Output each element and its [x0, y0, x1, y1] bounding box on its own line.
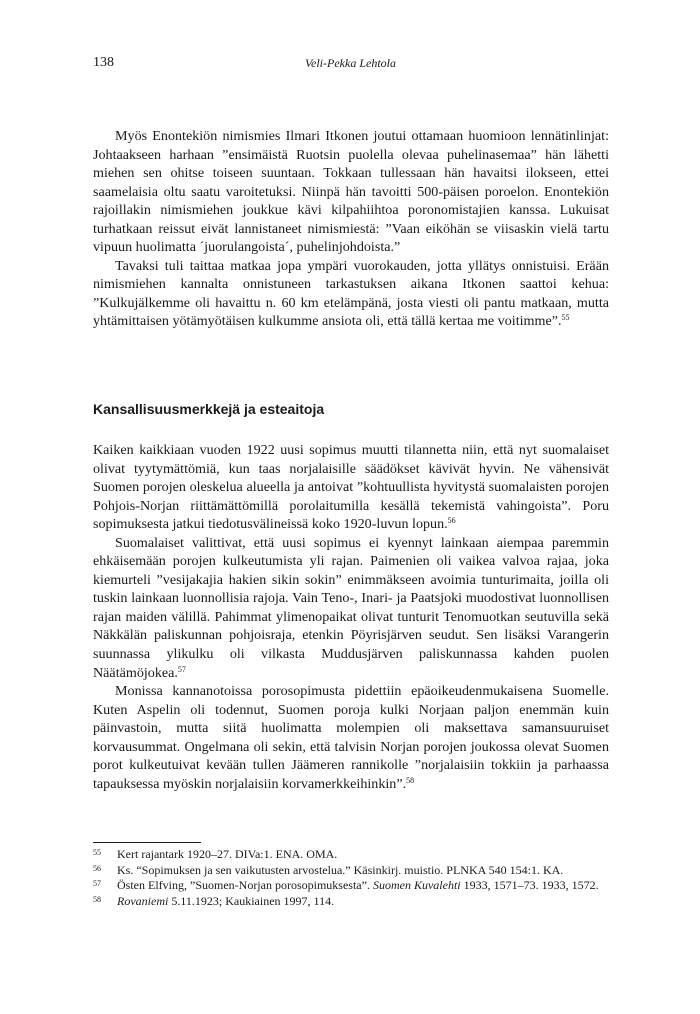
footnote-divider — [93, 842, 201, 843]
paragraph-text: Suomalaiset valittivat, että uusi sopimus ei kyennyt lainkaan aiempaa paremmin ehkäisemään porojen kulkeutumista yli rajan. Paimenien oli vaikea valvoa rajaa, joka kiemurteli ”vesijakajia hakien sikin sokin” enimmäkseen avoimia tunturimaita, joilla oli tuskin lainkaan luonnollisia rajoja. Vain Teno-, Inari- ja Paatsjoki muodostivat luonnollisen rajan maiden välillä. Pahimmat ylimenopaikat olivat tunturit Tenomuotkan seutuvilla sekä Näkkälän paliskunnan pohjoisraja, etenkin Pöyrisjärven seudut. Sen lisäksi Varangerin suunnassa ylikulku oli vilkasta Muddusjärven paliskunnassa kahden puolen Näätämöjokea. — [93, 534, 609, 681]
footnote-57 — [93, 878, 609, 894]
footnote-ref-56: 56 — [447, 516, 456, 526]
footnote-publication-title: Suomen Kuvalehti — [372, 878, 461, 892]
footnote-number: 55 — [93, 848, 101, 857]
page-header — [93, 55, 608, 75]
footnote-publication-title: Rovaniemi — [117, 893, 169, 908]
footnote-text — [117, 894, 334, 908]
paragraph-itkonen-telegraph: Myös Enontekiön nimismies Ilmari Itkonen joutui ottamaan huomioon lennätinlinjat: Johtaakseen harhaan ”ensimäistä Ruotsin puolella olevaa puhelinasemaa” hän lähetti miehen sen ohitse toiseen suuntaan. Tokkaan tullessaan hän havaitsi ilokseen, ettei saamelaisia oltu saatu varoitetuksi. Niinpä hän tavoitti 500-päisen poroelon. Enontekiön rajoillakin nimismiehen joukkue kävi kilpahiihtoa poronomistajien kanssa. Lukuisat turhatkaan reissut eivät lannistaneet nimismiestä: ”Vaan eiköhän se viisaskin vielä tartu vipuun huolimatta ´juorulangoista´, puhelinjohdoista.” — [93, 128, 609, 256]
footnote-text-post: 5.11.1923; Kaukiainen 1997, 114. — [168, 893, 335, 908]
footnote-text — [117, 878, 599, 892]
footnote-ref-58: 58 — [406, 775, 415, 785]
footnote-text-pre: Östen Elfving, ”Suomen-Norjan porosopimuksesta”. — [117, 878, 373, 892]
section-heading: Kansallisuusmerkkejä ja esteaitoja — [93, 401, 325, 417]
footnote-number: 57 — [93, 879, 101, 888]
body-block-section — [93, 441, 609, 793]
paragraph-text: Tavaksi tuli taittaa matkaa jopa ympäri vuorokauden, jotta yllätys onnistuisi. Erään nimismiehen kannalta onnistuneen tarkastuksen aikana Itkonen saattoi kehua: ”Kulkujälkemme oli havaittu n. 60 km etelämpänä, josta viesti oli pantu matkaan, mutta yhtämittaisen yötämyötäisen kulkumme ansiota oli, että tällä kertaa me voitimme”. — [93, 257, 609, 330]
footnotes — [93, 847, 609, 909]
body-block-top — [93, 127, 609, 331]
footnote-ref-55: 55 — [561, 313, 570, 323]
footnote-58 — [93, 894, 609, 910]
footnote-ref-57: 57 — [177, 664, 186, 674]
paragraph-text: Kaiken kaikkiaan vuoden 1922 uusi sopimus muutti tilannetta niin, että nyt suomalaiset olivat tyytymättömiä, kun taas norjalaisille säädökset kävivät hyvin. Ne vähensivät Suomen porojen oleskelua alueella ja antoivat ”kohtuullista hyvitystä suomalaisten porojen Pohjois-Norjan riittämättömillä porolaitumilla kesällä tekemistä vahingoista”. Poru sopimuksesta jatkui tiedotusvälineissä koko 1920-luvun lopun. — [93, 442, 609, 533]
paragraph-border-crossing — [93, 534, 609, 682]
footnote-56 — [93, 863, 609, 879]
footnote-text: Ks. “Sopimuksen ja sen vaikutusten arvostelua.” Käsinkirj. muistio. PLNKA 540 154:1. KA. — [117, 862, 564, 877]
footnote-number: 58 — [93, 894, 101, 904]
paragraph-travel-night — [93, 257, 609, 331]
paragraph-unfair-agreement — [93, 682, 609, 793]
footnote-55 — [93, 847, 609, 863]
footnote-text: Kert rajantark 1920–27. DIVa:1. ENA. OMA. — [117, 847, 338, 861]
running-head: Veli-Pekka Lehtola — [305, 56, 396, 70]
paragraph-text: Monissa kannanotoissa porosopimusta pidettiin epäoikeudenmukaisena Suomelle. Kuten Aspelin oli todennut, Suomen poroja kulki Norjaan paljon enemmän kuin päinvastoin, mutta siitä huolimatta molempien oli maksettava samansuuruiset korvausummat. Ongelmana oli sekin, että talvisin Norjan porojen joukossa olevat Suomen porot kulkeutuivat kevään tullen Jäämeren rannikolle ”norjalaisiin tokkiin ja parhaassa tapauksessa myöskin norjalaisiin korvamerkkeihinkin”. — [93, 683, 609, 792]
page-number: 138 — [93, 55, 114, 70]
paragraph-agreement-1922 — [93, 441, 609, 534]
footnote-number: 56 — [93, 863, 101, 873]
footnote-text-post: 1933, 1571–73. 1933, 1572. — [460, 878, 599, 892]
